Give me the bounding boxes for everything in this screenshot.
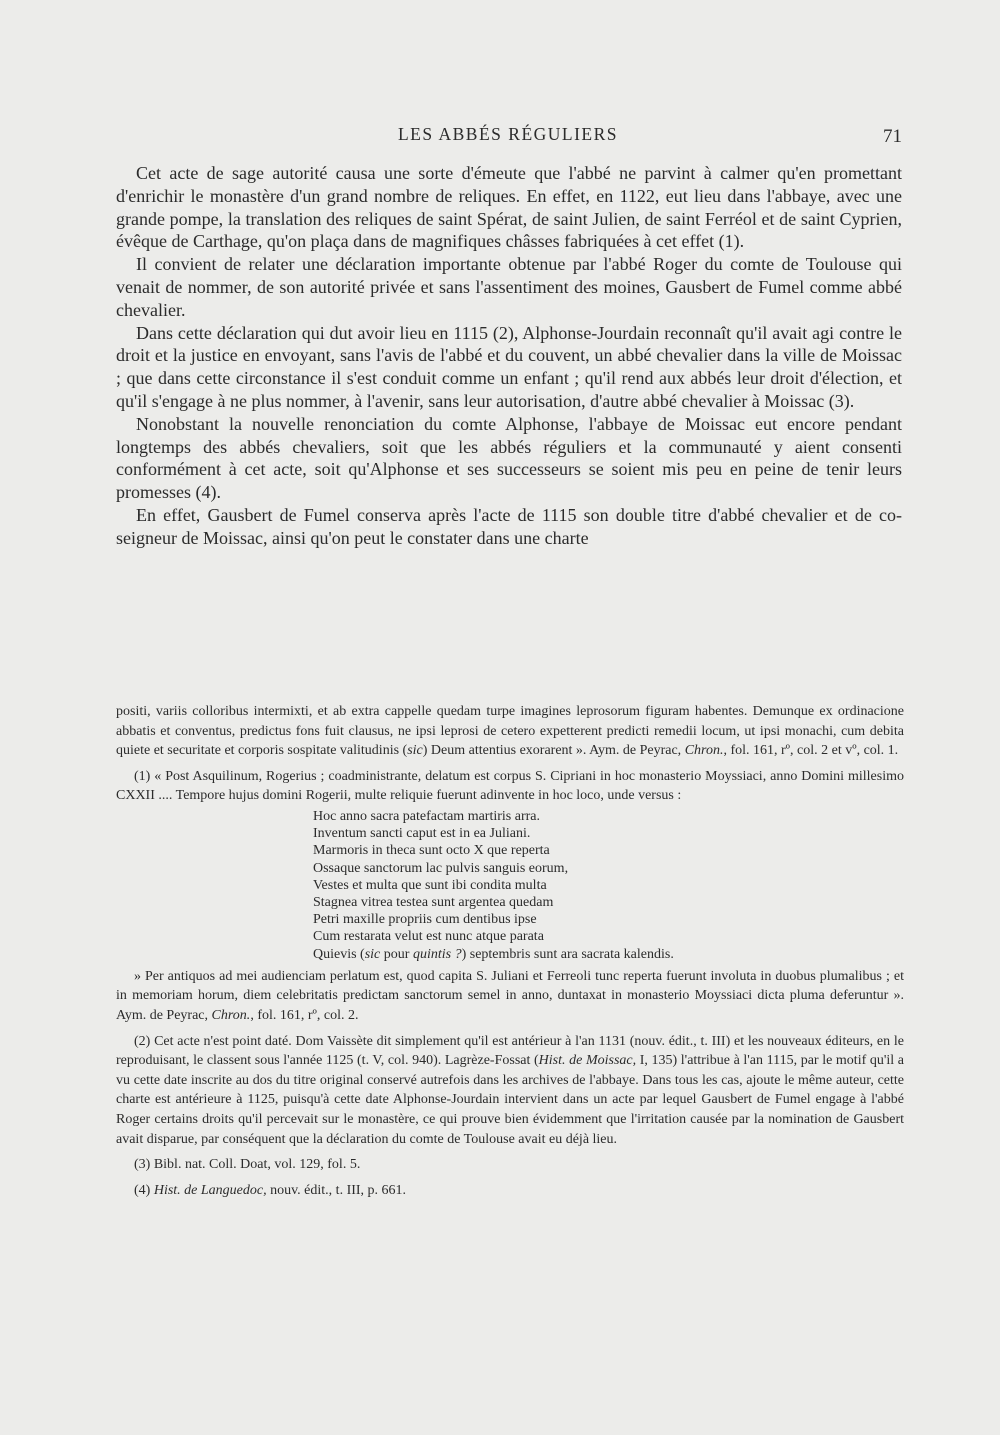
paragraph: Nonobstant la nouvelle renonciation du comte Alphonse, l'abbaye de Moissac eut encore pendant longtemps des abbés chevaliers, soit que les abbés réguliers et la communauté y aient consenti conformément à cet acte, soit qu'Alphonse et ses successeurs se soient mis peu en peine de tenir leurs promesses (4). [116, 413, 902, 503]
footnote-1 [116, 767, 904, 806]
main-text [116, 162, 902, 550]
footnote-4 [116, 1181, 904, 1201]
verse-line: Hoc anno sacra patefactam martiris arra. [313, 808, 540, 824]
paragraph: Dans cette déclaration qui dut avoir lieu en 1115 (2), Alphonse-Jourdain reconnaît qu'il avait agi contre le droit et la justice en envoyant, sans l'avis de l'abbé et du couvent, un abbé chevalier dans la ville de Moissac ; que dans cette circonstance il s'est conduit comme un enfant ; qu'il rend aux abbés leur droit d'élection, et qu'il s'engage à ne plus nommer, à l'avenir, sans leur autorisation, d'autre abbé chevalier à Moissac (3). [116, 322, 902, 411]
footnote-text: nouv. édit., t. III, p. 661. [266, 1182, 407, 1198]
verse-text: ) septembris sunt ara sacrata kalendis. [461, 946, 674, 962]
footnotes [116, 702, 904, 1200]
verse-line: Stagnea vitrea testea sunt argentea quedam [313, 894, 554, 910]
verse-sic: sic [364, 946, 381, 962]
footnote-text: , fol. 161, rº, col. 2. [250, 1007, 359, 1023]
footnote-2 [116, 1032, 904, 1150]
paragraph: Il convient de relater une déclaration importante obtenue par l'abbé Roger du comte de Toulouse qui venait de nommer, de son autorité privée et sans l'assentiment des moines, Gausbert de Fumel comme abbé chevalier. [116, 254, 902, 320]
verse-line [313, 946, 904, 963]
footnote-text: (1) « Post Asquilinum, Rogerius ; coadministrante, delatum est corpus S. Cipriani in hoc monasterio Moyssiaci, anno Domini millesimo CXXII .... Tempore hujus domini Rogerii, multe reliquie fuerunt adinvente in hoc loco, unde versus : [116, 768, 904, 804]
running-title: LES ABBÉS RÉGULIERS [397, 124, 619, 144]
footnote-text: I, 135) l'attribue à l'an 1115, par le motif qu'il a vu cette date inscrite au dos du titre original conservé autrefois dans les archives de l'abbaye. Dans tous les cas, ajoute le même auteur, cette charte est antérieure à 1125, puisqu'à cette date Alphonse-Jourdain intervient dans un acte par lequel Gausbert de Fumel engage à l'abbé Roger certains droits qu'il percevait sur le monastère, ce qui prouve bien évidemment que l'irritation causée par la nomination de Gausbert avait disparue, par conséquent que la déclaration du comte de Toulouse avait eu déjà lieu. [116, 1053, 904, 1147]
footnote-1-continued [116, 967, 904, 1026]
footnote-text: , fol. 161, rº, col. 2 et vº, col. 1. [723, 743, 899, 759]
footnote-continuation [116, 702, 904, 761]
paragraph: Cet acte de sage autorité causa une sorte d'émeute que l'abbé ne parvint à calmer qu'en promettant d'enrichir le monastère d'un grand nombre de reliques. En effet, en 1122, eut lieu dans l'abbaye, avec une grande pompe, la translation des reliques de saint Spérat, de saint Julien, de saint Ferréol et de saint Cyprien, évêque de Carthage, qu'on plaça dans de magnifiques châsses fabriquées à cet effet (1). [116, 163, 902, 252]
verse-emendation: quintis ? [412, 946, 462, 962]
verse-line: Marmoris in theca sunt octo X que reperta [313, 843, 550, 859]
footnote-text: positi, variis colloribus intermixti, et ab extra cappelle quedam turpe imagines leprosorum figuram habentes. Demunque ex ordinacione abbatis et conventus, predictus fons fuit clausus, ne ipsi leprosi de cetero expetterent predicti remedii locum, ut ipsi monachi, cum debita quiete et securitate et corporis sospitate valitudinis ( [116, 704, 904, 759]
verse-line: Cum restarata velut est nunc atque parata [313, 929, 544, 945]
page-number: 71 [883, 126, 902, 147]
footnote-source-title: Chron. [684, 743, 724, 759]
footnote-sic: sic [407, 743, 423, 759]
verse-text: pour [380, 946, 413, 962]
verse-line: Petri maxille propriis cum dentibus ipse [313, 912, 537, 928]
footnote-text: » Per antiquos ad mei audienciam perlatum est, quod capita S. Juliani et Ferreoli tunc reperta fuerunt involuta in duobus plumalibus ; et in memoriam horum, diem celebritatis predictam sanctorum semel in anno, duntaxat in monasterio Moyssiaci dicta pluma deferuntur ». Aym. de Peyrac, [116, 968, 904, 1023]
verse-line: Ossaque sanctorum lac pulvis sanguis eorum, [313, 860, 569, 876]
verse-text: Quievis ( [313, 946, 365, 962]
footnote-number: (4) [134, 1182, 154, 1198]
footnote-text: ) Deum attentius exorarent ». Aym. de Peyrac, [422, 743, 685, 759]
footnote-3: (3) Bibl. nat. Coll. Doat, vol. 129, fol. 5. [134, 1157, 361, 1173]
footnote-source-title: Hist. de Languedoc, [153, 1182, 267, 1198]
footnote-source-title: Hist. de Moissac, [538, 1053, 637, 1069]
verse-line: Vestes et multa que sunt ibi condita multa [313, 877, 547, 893]
verse-block [313, 808, 904, 963]
running-head [116, 124, 900, 152]
paragraph: En effet, Gausbert de Fumel conserva après l'acte de 1115 son double titre d'abbé chevalier et de co-seigneur de Moissac, ainsi qu'on peut le constater dans une charte [116, 504, 902, 548]
verse-line: Inventum sancti caput est in ea Juliani. [313, 826, 531, 842]
footnote-text: (2) Cet acte n'est point daté. Dom Vaissète dit simplement qu'il est antérieur à l'an 1131 (nouv. édit., t. III) et les nouveaux éditeurs, en le reproduisant, le classent sous l'année 1125 (t. V, col. 940). Lagrèze-Fossat ( [116, 1033, 904, 1069]
footnote-source-title: Chron. [211, 1007, 251, 1023]
